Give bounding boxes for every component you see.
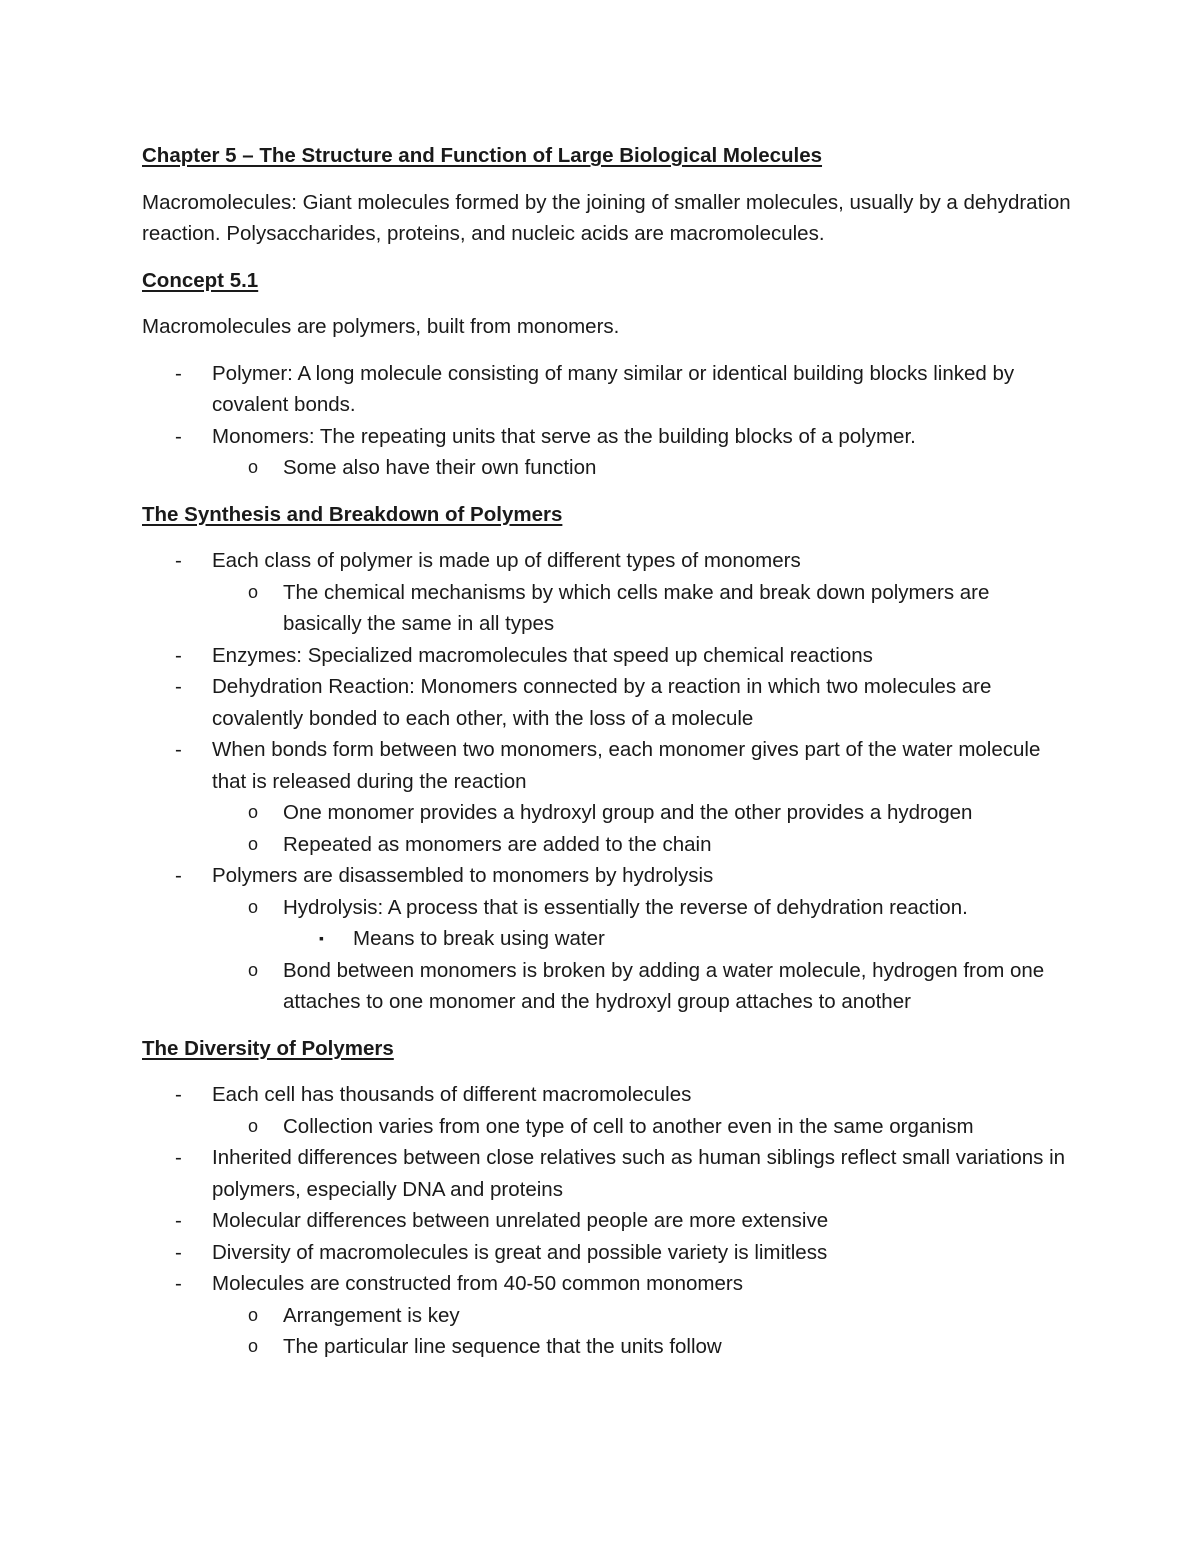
chapter-title: Chapter 5 – The Structure and Function of Large Biological Molecules <box>142 144 823 167</box>
circle-bullet: o <box>248 833 259 854</box>
list-item: o One monomer provides a hydroxyl group and the other provides a hydrogen <box>142 797 1072 829</box>
list-item: - Polymers are disassembled to monomers by hydrolysis <box>142 860 1072 892</box>
list-item: o The particular line sequence that the units follow <box>142 1331 1072 1363</box>
dash-bullet: - <box>175 864 182 887</box>
list-item: o The chemical mechanisms by which cells make and break down polymers are basically the same in all types <box>142 577 1072 640</box>
diversity-list <box>142 1079 1072 1363</box>
circle-bullet: o <box>248 1304 259 1325</box>
list-item: o Collection varies from one type of cell to another even in the same organism <box>142 1111 1072 1143</box>
list-item: ▪ Means to break using water <box>142 923 1072 955</box>
dash-bullet: - <box>175 361 182 385</box>
dash-bullet: - <box>175 549 182 572</box>
dash-bullet: - <box>175 1083 182 1106</box>
circle-bullet: o <box>248 1336 259 1356</box>
list-item: o Bond between monomers is broken by adding a water molecule, hydrogen from one attaches to one monomer and the hydroxyl group attaches to another <box>142 955 1072 1018</box>
square-bullet: ▪ <box>319 930 324 946</box>
list-item: - Enzymes: Specialized macromolecules that speed up chemical reactions <box>142 640 1072 672</box>
dash-bullet: - <box>175 738 182 761</box>
list-item: o Arrangement is key <box>142 1300 1072 1332</box>
dash-bullet: - <box>175 1240 182 1264</box>
circle-bullet: o <box>248 581 259 602</box>
dash-bullet: - <box>175 1272 182 1295</box>
list-item: - Molecules are constructed from 40-50 common monomers <box>142 1268 1072 1300</box>
dash-bullet: - <box>175 424 182 448</box>
list-item: o Hydrolysis: A process that is essentially the reverse of dehydration reaction. <box>142 892 1072 924</box>
concept-list <box>142 358 1072 484</box>
synthesis-list <box>142 545 1072 1018</box>
dash-bullet: - <box>175 675 182 698</box>
dash-bullet: - <box>175 1146 182 1169</box>
list-item: - Dehydration Reaction: Monomers connected by a reaction in which two molecules are covalently bonded to each other, with the loss of a molecule <box>142 671 1072 734</box>
list-item: - Each class of polymer is made up of different types of monomers <box>142 545 1072 577</box>
list-item: - Inherited differences between close relatives such as human siblings reflect small variations in polymers, especially DNA and proteins <box>142 1142 1072 1205</box>
list-item: - Each cell has thousands of different macromolecules <box>142 1079 1072 1111</box>
dash-bullet: - <box>175 1209 182 1232</box>
diversity-heading: The Diversity of Polymers <box>142 1036 394 1060</box>
concept-statement: Macromolecules are polymers, built from monomers. <box>142 315 620 338</box>
circle-bullet: o <box>248 896 259 917</box>
concept-heading: Concept 5.1 <box>142 268 259 292</box>
list-item: - Monomers: The repeating units that serve as the building blocks of a polymer. <box>142 421 1072 453</box>
circle-bullet: o <box>248 802 259 822</box>
list-item: - When bonds form between two monomers, each monomer gives part of the water molecule that is released during the reaction <box>142 734 1072 797</box>
dash-bullet: - <box>175 643 182 667</box>
intro-paragraph: Macromolecules: Giant molecules formed by the joining of smaller molecules, usually by a dehydration reaction. Polysaccharides, proteins, and nucleic acids are macromolecules. <box>142 190 1071 245</box>
circle-bullet: o <box>248 1115 259 1136</box>
circle-bullet: o <box>248 959 259 980</box>
list-item: - Polymer: A long molecule consisting of many similar or identical building blocks linked by covalent bonds. <box>142 358 1072 421</box>
list-item: o Some also have their own function <box>142 452 1072 484</box>
document-page <box>142 140 1072 1363</box>
circle-bullet: o <box>248 457 259 477</box>
list-item: o Repeated as monomers are added to the chain <box>142 829 1072 861</box>
list-item: - Molecular differences between unrelated people are more extensive <box>142 1205 1072 1237</box>
list-item: - Diversity of macromolecules is great and possible variety is limitless <box>142 1237 1072 1269</box>
synthesis-heading: The Synthesis and Breakdown of Polymers <box>142 502 563 526</box>
